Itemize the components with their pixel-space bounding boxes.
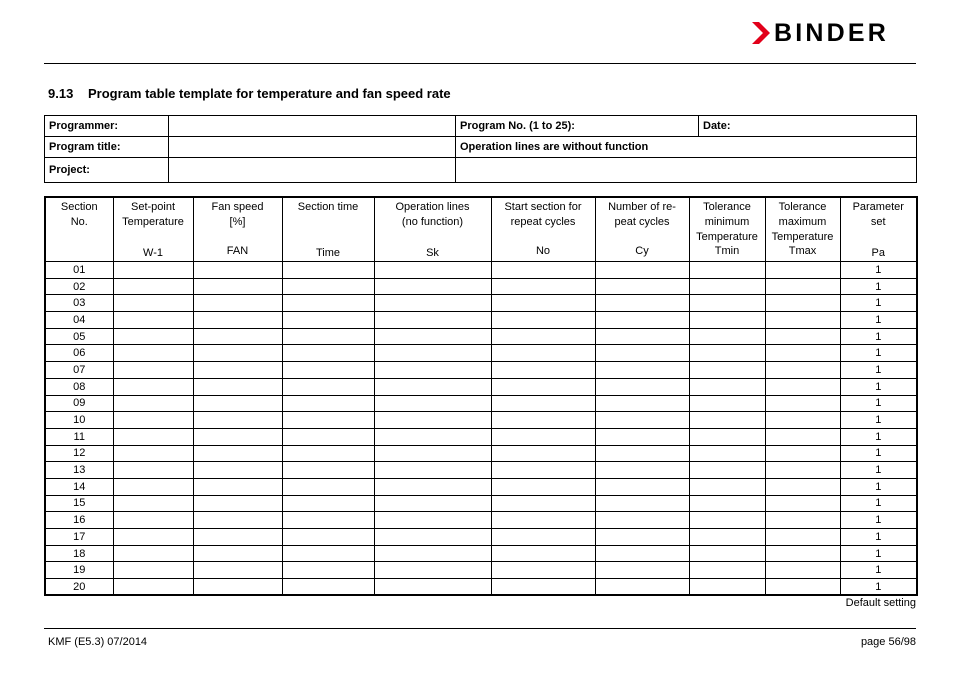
empty-cell <box>282 262 374 279</box>
empty-cell <box>374 395 491 412</box>
empty-cell <box>282 345 374 362</box>
empty-cell <box>113 478 193 495</box>
table-row <box>45 412 917 429</box>
empty-cell <box>689 345 765 362</box>
section-title: Program table template for temperature and fan speed rate <box>88 86 451 101</box>
empty-cell <box>765 478 840 495</box>
parameter-set-cell: 1 <box>840 512 917 529</box>
empty-cell <box>374 562 491 579</box>
section-number-cell: 17 <box>45 529 113 546</box>
empty-cell <box>491 562 595 579</box>
column-header <box>374 197 491 262</box>
empty-cell <box>595 362 689 379</box>
parameter-set-cell: 1 <box>840 278 917 295</box>
table-row <box>45 545 917 562</box>
empty-cell <box>282 529 374 546</box>
section-number-cell: 03 <box>45 295 113 312</box>
empty-cell <box>282 378 374 395</box>
table-row <box>45 312 917 329</box>
column-header-title: Section No. <box>60 201 98 228</box>
empty-cell <box>113 312 193 329</box>
table-row <box>45 345 917 362</box>
project-label: Project: <box>45 158 169 183</box>
section-number-cell: 14 <box>45 478 113 495</box>
section-number-cell: 05 <box>45 328 113 345</box>
empty-cell <box>689 478 765 495</box>
info-row-project <box>45 158 917 183</box>
empty-cell <box>282 312 374 329</box>
empty-cell <box>689 495 765 512</box>
empty-cell <box>374 278 491 295</box>
empty-cell <box>282 328 374 345</box>
empty-cell <box>689 529 765 546</box>
empty-cell <box>374 295 491 312</box>
column-header <box>689 197 765 262</box>
column-header-code: No <box>535 245 551 257</box>
empty-cell <box>595 378 689 395</box>
column-header <box>113 197 193 262</box>
empty-cell <box>374 579 491 596</box>
column-header <box>282 197 374 262</box>
empty-cell <box>374 529 491 546</box>
column-header-code: FAN <box>226 245 249 257</box>
table-row <box>45 295 917 312</box>
empty-cell <box>113 378 193 395</box>
empty-cell <box>113 529 193 546</box>
empty-cell <box>193 295 282 312</box>
empty-cell <box>595 529 689 546</box>
footer-page-number: page 56/98 <box>860 636 916 648</box>
column-header <box>840 197 917 262</box>
empty-cell <box>113 579 193 596</box>
empty-cell <box>374 462 491 479</box>
empty-cell <box>374 495 491 512</box>
empty-cell <box>689 278 765 295</box>
empty-cell <box>491 412 595 429</box>
empty-cell <box>595 395 689 412</box>
parameter-set-cell: 1 <box>840 562 917 579</box>
empty-cell <box>689 262 765 279</box>
empty-cell <box>374 345 491 362</box>
table-row <box>45 428 917 445</box>
empty-cell <box>689 545 765 562</box>
empty-cell <box>689 512 765 529</box>
parameter-set-cell: 1 <box>840 579 917 596</box>
empty-cell <box>491 378 595 395</box>
empty-cell <box>765 562 840 579</box>
column-header-code: Tmax <box>788 245 817 257</box>
empty-cell <box>113 345 193 362</box>
empty-cell <box>491 328 595 345</box>
empty-cell <box>374 262 491 279</box>
table-row <box>45 512 917 529</box>
info-row-programmer <box>45 116 917 137</box>
empty-cell <box>113 445 193 462</box>
parameter-set-cell: 1 <box>840 412 917 429</box>
column-header-code: Cy <box>635 245 649 257</box>
parameter-set-cell: 1 <box>840 262 917 279</box>
empty-cell <box>491 262 595 279</box>
empty-cell <box>282 545 374 562</box>
empty-cell <box>491 529 595 546</box>
empty-cell <box>193 478 282 495</box>
empty-cell <box>491 295 595 312</box>
logo-arrow-icon <box>752 22 770 44</box>
empty-cell <box>113 562 193 579</box>
section-number-cell: 01 <box>45 262 113 279</box>
column-header-title: Set-point Temperature <box>122 201 184 228</box>
empty-cell <box>595 345 689 362</box>
parameter-set-cell: 1 <box>840 395 917 412</box>
empty-cell <box>595 579 689 596</box>
empty-cell <box>689 328 765 345</box>
table-row <box>45 278 917 295</box>
empty-cell <box>282 462 374 479</box>
footer-rule <box>44 628 916 629</box>
parameter-set-cell: 1 <box>840 328 917 345</box>
column-header-title: Tolerance maximum Temperature <box>771 201 834 243</box>
column-header-title: Tolerance minimum Temperature <box>696 201 758 243</box>
empty-cell <box>765 262 840 279</box>
empty-cell <box>491 462 595 479</box>
empty-cell <box>491 545 595 562</box>
empty-cell <box>113 512 193 529</box>
program-table <box>44 196 918 596</box>
parameter-set-cell: 1 <box>840 312 917 329</box>
empty-cell <box>765 328 840 345</box>
empty-cell <box>491 362 595 379</box>
column-header <box>45 197 113 262</box>
column-header-title: Operation lines (no function) <box>395 201 470 228</box>
column-header-code: Pa <box>871 247 885 259</box>
column-header <box>765 197 840 262</box>
table-row <box>45 378 917 395</box>
empty-cell <box>193 529 282 546</box>
empty-cell <box>113 262 193 279</box>
empty-cell <box>595 495 689 512</box>
empty-cell <box>595 312 689 329</box>
empty-cell <box>193 312 282 329</box>
section-number-cell: 16 <box>45 512 113 529</box>
empty-cell <box>374 378 491 395</box>
empty-cell <box>193 512 282 529</box>
empty-cell <box>491 395 595 412</box>
project-extra-field <box>456 158 917 183</box>
empty-cell <box>765 545 840 562</box>
empty-cell <box>282 478 374 495</box>
table-row <box>45 579 917 596</box>
empty-cell <box>193 545 282 562</box>
empty-cell <box>595 295 689 312</box>
section-number-cell: 07 <box>45 362 113 379</box>
empty-cell <box>193 428 282 445</box>
empty-cell <box>491 512 595 529</box>
empty-cell <box>282 445 374 462</box>
table-row <box>45 478 917 495</box>
empty-cell <box>765 345 840 362</box>
programmer-field <box>169 116 456 137</box>
empty-cell <box>689 378 765 395</box>
empty-cell <box>193 445 282 462</box>
empty-cell <box>113 462 193 479</box>
parameter-set-cell: 1 <box>840 545 917 562</box>
parameter-set-cell: 1 <box>840 362 917 379</box>
program-info-table <box>44 115 917 183</box>
empty-cell <box>193 345 282 362</box>
section-number-cell: 09 <box>45 395 113 412</box>
empty-cell <box>765 462 840 479</box>
table-row <box>45 328 917 345</box>
section-number: 9.13 <box>48 86 74 101</box>
header-rule <box>44 63 916 64</box>
section-number-cell: 19 <box>45 562 113 579</box>
parameter-set-cell: 1 <box>840 428 917 445</box>
empty-cell <box>765 579 840 596</box>
empty-cell <box>113 395 193 412</box>
date-label: Date: <box>699 116 917 137</box>
column-header-code: Sk <box>426 247 439 259</box>
column-header <box>193 197 282 262</box>
empty-cell <box>374 478 491 495</box>
empty-cell <box>113 545 193 562</box>
table-row <box>45 362 917 379</box>
empty-cell <box>193 495 282 512</box>
empty-cell <box>595 428 689 445</box>
section-number-cell: 08 <box>45 378 113 395</box>
empty-cell <box>689 312 765 329</box>
section-number-cell: 04 <box>45 312 113 329</box>
program-title-field <box>169 137 456 158</box>
empty-cell <box>193 395 282 412</box>
empty-cell <box>595 512 689 529</box>
empty-cell <box>193 462 282 479</box>
empty-cell <box>282 428 374 445</box>
program-table-body <box>45 262 917 596</box>
empty-cell <box>193 378 282 395</box>
column-header-title: Fan speed [%] <box>211 201 264 228</box>
empty-cell <box>113 362 193 379</box>
parameter-set-cell: 1 <box>840 462 917 479</box>
empty-cell <box>374 545 491 562</box>
empty-cell <box>113 495 193 512</box>
empty-cell <box>595 278 689 295</box>
empty-cell <box>595 445 689 462</box>
program-no-label: Program No. (1 to 25): <box>456 116 699 137</box>
empty-cell <box>491 278 595 295</box>
section-heading <box>48 86 451 101</box>
empty-cell <box>193 262 282 279</box>
empty-cell <box>282 579 374 596</box>
section-number-cell: 11 <box>45 428 113 445</box>
empty-cell <box>374 512 491 529</box>
operation-lines-note: Operation lines are without function <box>456 137 917 158</box>
empty-cell <box>765 278 840 295</box>
empty-cell <box>282 562 374 579</box>
empty-cell <box>491 428 595 445</box>
empty-cell <box>765 395 840 412</box>
section-number-cell: 15 <box>45 495 113 512</box>
empty-cell <box>765 529 840 546</box>
section-number-cell: 18 <box>45 545 113 562</box>
empty-cell <box>765 362 840 379</box>
empty-cell <box>374 328 491 345</box>
empty-cell <box>689 412 765 429</box>
section-number-cell: 12 <box>45 445 113 462</box>
programmer-label: Programmer: <box>45 116 169 137</box>
empty-cell <box>193 412 282 429</box>
empty-cell <box>282 412 374 429</box>
column-header-code: Time <box>315 247 341 259</box>
logo-text: BINDER <box>774 19 890 47</box>
table-row <box>45 262 917 279</box>
empty-cell <box>282 362 374 379</box>
project-field <box>169 158 456 183</box>
empty-cell <box>113 278 193 295</box>
empty-cell <box>374 312 491 329</box>
program-title-label: Program title: <box>45 137 169 158</box>
empty-cell <box>765 378 840 395</box>
column-header-title: Section time <box>297 201 359 213</box>
empty-cell <box>282 495 374 512</box>
empty-cell <box>765 495 840 512</box>
column-header-title: Parameter set <box>852 201 904 228</box>
empty-cell <box>595 545 689 562</box>
section-number-cell: 06 <box>45 345 113 362</box>
section-number-cell: 10 <box>45 412 113 429</box>
empty-cell <box>595 462 689 479</box>
empty-cell <box>595 562 689 579</box>
empty-cell <box>282 278 374 295</box>
empty-cell <box>282 395 374 412</box>
empty-cell <box>765 428 840 445</box>
empty-cell <box>193 579 282 596</box>
info-row-title <box>45 137 917 158</box>
empty-cell <box>282 512 374 529</box>
empty-cell <box>689 295 765 312</box>
parameter-set-cell: 1 <box>840 495 917 512</box>
empty-cell <box>765 312 840 329</box>
empty-cell <box>193 562 282 579</box>
empty-cell <box>491 478 595 495</box>
empty-cell <box>113 412 193 429</box>
empty-cell <box>491 579 595 596</box>
empty-cell <box>491 345 595 362</box>
empty-cell <box>765 512 840 529</box>
default-setting-note: Default setting <box>845 597 916 609</box>
empty-cell <box>193 362 282 379</box>
table-row <box>45 562 917 579</box>
table-row <box>45 395 917 412</box>
footer-document-id: KMF (E5.3) 07/2014 <box>48 636 148 648</box>
empty-cell <box>113 328 193 345</box>
parameter-set-cell: 1 <box>840 529 917 546</box>
program-table-header <box>45 197 917 262</box>
section-number-cell: 02 <box>45 278 113 295</box>
empty-cell <box>193 328 282 345</box>
empty-cell <box>689 579 765 596</box>
empty-cell <box>113 428 193 445</box>
column-header <box>595 197 689 262</box>
empty-cell <box>113 295 193 312</box>
table-row <box>45 445 917 462</box>
empty-cell <box>765 295 840 312</box>
column-header-title: Number of re- peat cycles <box>608 201 676 228</box>
empty-cell <box>765 412 840 429</box>
empty-cell <box>689 462 765 479</box>
empty-cell <box>765 445 840 462</box>
column-header-title: Start section for repeat cycles <box>504 201 582 228</box>
empty-cell <box>282 295 374 312</box>
empty-cell <box>689 445 765 462</box>
table-row <box>45 529 917 546</box>
empty-cell <box>689 562 765 579</box>
parameter-set-cell: 1 <box>840 295 917 312</box>
empty-cell <box>193 278 282 295</box>
parameter-set-cell: 1 <box>840 345 917 362</box>
empty-cell <box>595 478 689 495</box>
parameter-set-cell: 1 <box>840 445 917 462</box>
section-number-cell: 13 <box>45 462 113 479</box>
binder-logo <box>752 20 889 46</box>
empty-cell <box>374 412 491 429</box>
column-header-code: W-1 <box>143 247 163 259</box>
empty-cell <box>595 262 689 279</box>
empty-cell <box>374 445 491 462</box>
parameter-set-cell: 1 <box>840 378 917 395</box>
empty-cell <box>491 445 595 462</box>
empty-cell <box>374 362 491 379</box>
empty-cell <box>374 428 491 445</box>
column-header <box>491 197 595 262</box>
empty-cell <box>491 312 595 329</box>
empty-cell <box>491 495 595 512</box>
empty-cell <box>689 395 765 412</box>
empty-cell <box>689 362 765 379</box>
table-row <box>45 495 917 512</box>
empty-cell <box>689 428 765 445</box>
column-header-code: Tmin <box>714 245 740 257</box>
empty-cell <box>595 412 689 429</box>
section-number-cell: 20 <box>45 579 113 596</box>
empty-cell <box>595 328 689 345</box>
parameter-set-cell: 1 <box>840 478 917 495</box>
table-row <box>45 462 917 479</box>
